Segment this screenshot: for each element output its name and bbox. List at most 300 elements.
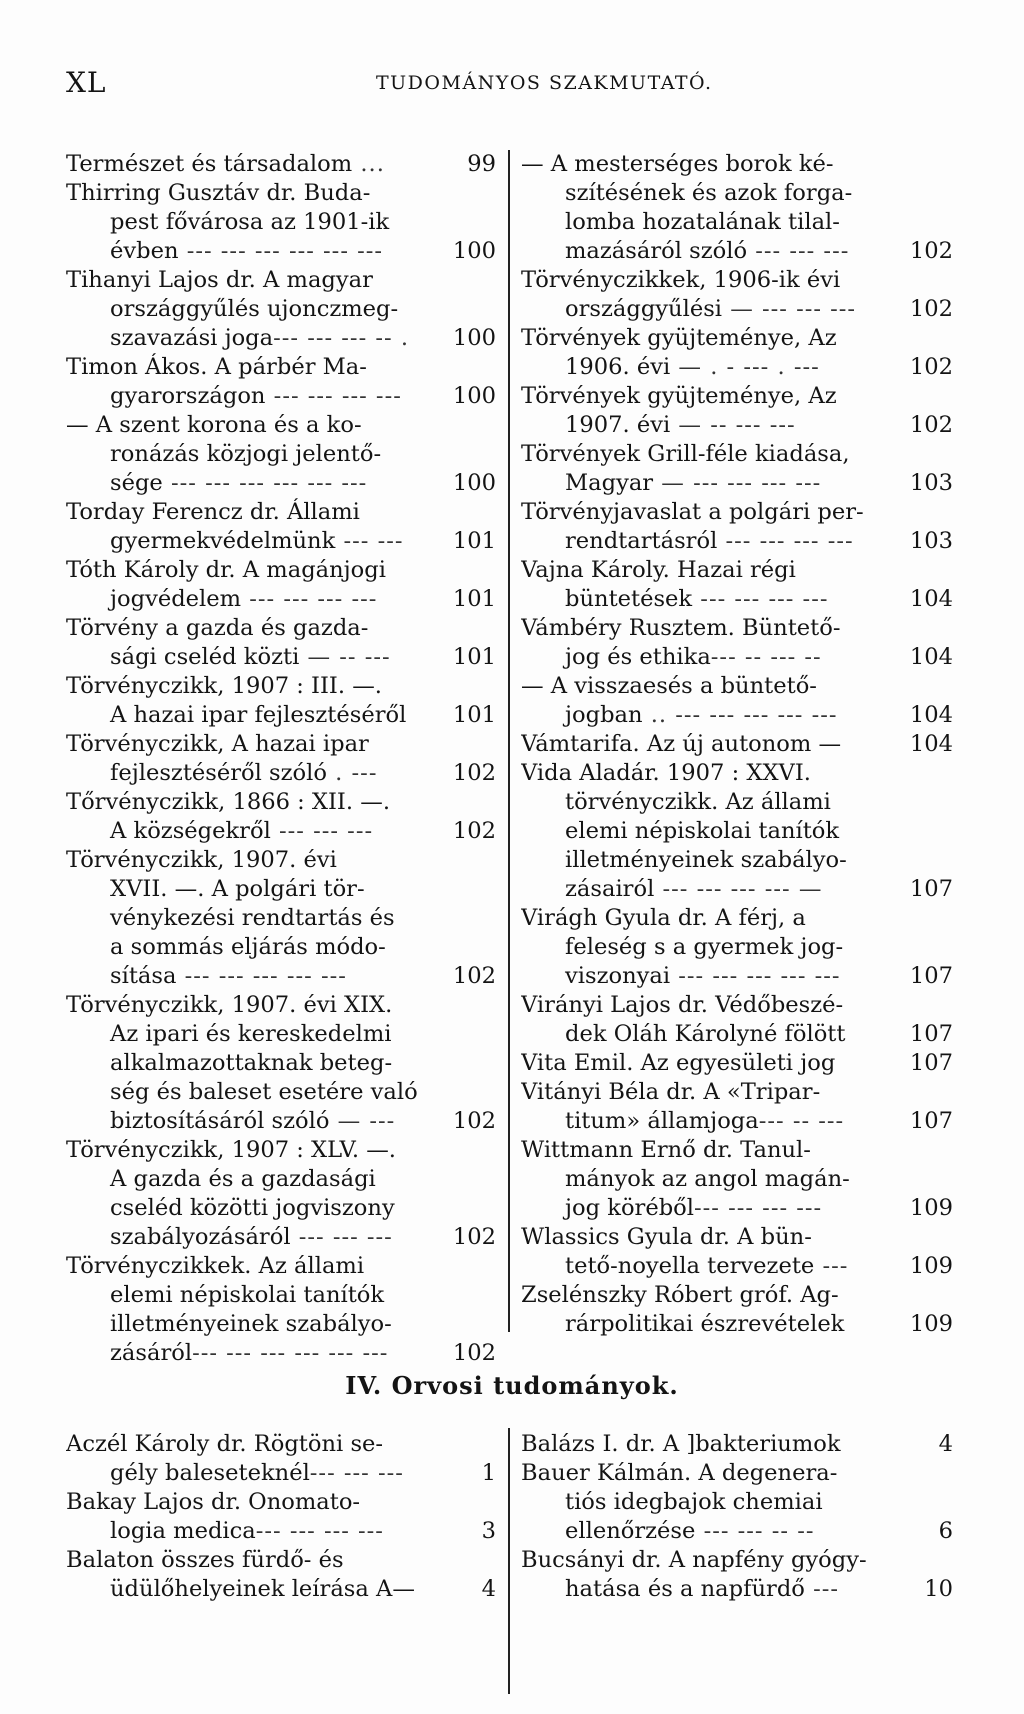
entry-text: titum» államjoga [565,1108,759,1134]
entry-page-number: 107 [909,1108,953,1134]
entry-line [66,730,496,759]
section3-left-column [66,150,496,1368]
entry-text: Vitányi Béla dr. A «Tripar- [521,1079,821,1105]
entry-text: logia medica [110,1518,256,1544]
entry-text: jogban [565,702,643,728]
entry-page-number: 109 [909,1253,953,1279]
entry-text: Törvényczikk, 1907 : XLV. —. [66,1137,396,1163]
entry-line [521,1194,953,1223]
entry-line [66,1136,496,1165]
entry-text: Thirring Gusztáv dr. Buda- [66,180,371,206]
entry-text: Törvényczikk, 1907. évi [66,847,337,873]
index-entry [521,1136,953,1223]
entry-line [66,1165,496,1194]
entry-page-number: 101 [452,702,496,728]
entry-page-number: 102 [452,1224,496,1250]
entry-text: elemi népiskolai tanítók [110,1282,385,1308]
entry-line [521,1252,953,1281]
entry-line [521,1165,953,1194]
entry-page-number: 102 [452,1108,496,1134]
entry-line [66,295,496,324]
entry-line [521,904,953,933]
entry-line [66,933,496,962]
index-entry [521,759,953,904]
entry-text: Tőrvényczikk, 1866 : XII. —. [66,789,391,815]
entry-line [66,817,496,846]
entry-line [521,295,953,324]
entry-page-number: 4 [938,1431,953,1457]
entry-line [521,846,953,875]
entry-text: Virányi Lajos dr. Védőbeszé- [521,992,844,1018]
entry-text: Törvényczikkek. Az állami [66,1253,365,1279]
column-divider [508,150,510,1332]
entry-text: Törvények Grill-féle kiadása, [521,441,850,467]
entry-line [66,1488,496,1517]
entry-text: illetményeinek szabályo- [110,1311,392,1337]
entry-line [521,1281,953,1310]
entry-page-number: 109 [909,1195,953,1221]
entry-page-number: 99 [467,151,496,177]
index-entry [521,1430,953,1459]
entry-line [66,1252,496,1281]
entry-text: országgyűlési [565,296,723,322]
dot-leader: — --- [329,1108,396,1134]
entry-line [521,1546,953,1575]
entry-text: Törvényjavaslat a polgári per- [521,499,864,525]
entry-line [66,701,496,730]
section-title: IV. Orvosi tudományok. [345,1371,679,1400]
dot-leader: --- -- --- [758,1108,845,1134]
entry-line [66,324,496,353]
entry-line [66,1517,496,1546]
dot-leader: --- --- --- --- --- --- [178,238,384,264]
entry-line [521,353,953,382]
entry-line [66,1459,496,1488]
index-entry [66,150,496,179]
entry-text: vénykezési rendtartás és [110,905,395,931]
entry-text: Zselénszky Róbert gróf. Ag- [521,1282,839,1308]
section3-right-column [521,150,953,1339]
entry-page-number: 104 [909,644,953,670]
entry-text: büntetések [565,586,693,612]
index-entry [521,382,953,440]
entry-text: gyarországon [110,383,266,409]
entry-line [66,585,496,614]
entry-line [66,237,496,266]
index-entry [66,353,496,411]
entry-line [521,672,953,701]
entry-line [66,1107,496,1136]
entry-line [66,556,496,585]
entry-line [66,1020,496,1049]
dot-leader: --- --- --- --- --- [670,963,841,989]
dot-leader: --- --- -- -- [695,1518,815,1544]
entry-text: A községekről [110,818,271,844]
entry-line [521,614,953,643]
entry-text: mazásáról szóló [565,238,748,264]
entry-text: hatása és a napfürdő [565,1576,805,1602]
entry-line [521,1223,953,1252]
entry-line [521,469,953,498]
entry-text: tiós idegbajok chemiai [565,1489,823,1515]
entry-text: Törvényczikk, A hazai ipar [66,731,369,757]
index-entry [66,730,496,788]
entry-text: Wlassics Gyula dr. A bün- [521,1224,812,1250]
entry-text: évben [110,238,179,264]
entry-line [521,1459,953,1488]
entry-page-number: 102 [909,238,953,264]
index-entry [521,556,953,614]
entry-text: Magyar [565,470,654,496]
dot-leader: --- -- --- -- [710,644,822,670]
entry-line [66,411,496,440]
entry-line [66,1310,496,1339]
entry-text: sége [110,470,163,496]
entry-text: Természet és társadalom [66,151,353,177]
entry-text: a sommás eljárás módo- [110,934,386,960]
dot-leader: --- --- --- [309,1460,404,1486]
entry-line [66,788,496,817]
entry-page-number: 103 [909,470,953,496]
entry-line [66,1546,496,1575]
entry-text: rárpolitikai észrevételek [565,1311,845,1337]
dot-leader: — . - --- . --- [670,354,820,380]
entry-line [521,1049,953,1078]
entry-text: alkalmazottaknak beteg- [110,1050,393,1076]
entry-text: Vámbéry Rusztem. Büntető- [521,615,841,641]
entry-line [521,643,953,672]
entry-line [66,1339,496,1368]
entry-line [521,701,953,730]
entry-page-number: 1 [481,1460,496,1486]
entry-line [66,498,496,527]
entry-text: sítása [110,963,177,989]
entry-line [521,266,953,295]
dot-leader: --- --- --- --- [241,586,378,612]
entry-line [521,1107,953,1136]
entry-line [66,846,496,875]
entry-text: szítésének és azok forga- [565,180,853,206]
entry-page-number: 107 [909,1050,953,1076]
entry-page-number: 102 [909,296,953,322]
entry-line [66,614,496,643]
entry-line [66,1430,496,1459]
entry-line [66,527,496,556]
dot-leader: --- --- --- --- [694,1195,823,1221]
entry-text: Törvények gyüjteménye, Az [521,383,837,409]
entry-page-number: 4 [481,1576,496,1602]
entry-line [521,1430,953,1459]
entry-page-number: 101 [452,528,496,554]
entry-line [521,585,953,614]
entry-line [521,875,953,904]
entry-text: Törvényczikk, 1907. évi XIX. [66,992,393,1018]
entry-text: jog köréből [565,1195,695,1221]
entry-page-number: 107 [909,876,953,902]
section4-right-column [521,1430,953,1604]
entry-page-number: 102 [452,1340,496,1366]
entry-text: — A szent korona és a ko- [66,412,362,438]
entry-page-number: 107 [909,963,953,989]
index-entry [66,498,496,556]
entry-line [521,933,953,962]
entry-line [521,1078,953,1107]
entry-line [66,1078,496,1107]
dot-leader: — --- --- --- [722,296,857,322]
index-entry [521,614,953,672]
index-entry [521,991,953,1049]
entry-text: zásáról [110,1340,193,1366]
entry-text: biztosításáról szóló [110,1108,330,1134]
entry-page-number: 109 [909,1311,953,1337]
entry-text: illetményeinek szabályo- [565,847,847,873]
entry-text: gély baleseteknél [110,1460,310,1486]
index-entry [66,556,496,614]
entry-page-number: 104 [909,731,953,757]
entry-text: országgyűlés ujonczmeg- [110,296,399,322]
dot-leader: --- [814,1253,849,1279]
entry-text: Törvényczikkek, 1906-ik évi [521,267,841,293]
index-entry [66,179,496,266]
page-number: XL [66,66,107,99]
index-entry [66,788,496,846]
entry-text: jog és ethika [565,644,711,670]
entry-text: 1906. évi [565,354,671,380]
entry-line [66,353,496,382]
entry-text: szavazási joga [110,325,274,351]
dot-leader: --- --- --- --- --- [176,963,347,989]
entry-page-number: 6 [938,1518,953,1544]
entry-text: pest fővárosa az 1901-ik [110,209,390,235]
entry-line [521,991,953,1020]
entry-text: Törvény a gazda és gazda- [66,615,369,641]
entry-line [521,440,953,469]
entry-text: Vita Emil. Az egyesületi jog [521,1050,836,1076]
entry-line [521,1575,953,1604]
index-entry [521,440,953,498]
entry-text: Vámtarifa. Az új autonom — [521,731,842,757]
entry-text: elemi népiskolai tanítók [565,818,840,844]
entry-text: ronázás közjogi jelentő- [110,441,382,467]
entry-line [521,382,953,411]
entry-line [66,672,496,701]
entry-page-number: 101 [452,586,496,612]
dot-leader: --- --- --- [747,238,850,264]
index-entry [521,266,953,324]
entry-line [66,440,496,469]
entry-line [66,1194,496,1223]
entry-text: Vajna Károly. Hazai régi [521,557,796,583]
dot-leader: . --- [327,760,378,786]
entry-line [521,788,953,817]
index-entry [521,1223,953,1281]
index-entry [521,1459,953,1546]
index-entry [521,730,953,759]
entry-page-number: 104 [909,702,953,728]
dot-leader: — -- --- [299,644,391,670]
dot-leader: --- --- --- --- --- --- [192,1340,389,1366]
dot-leader: — --- --- --- --- [653,470,822,496]
index-entry [521,1546,953,1604]
entry-line [521,1517,953,1546]
entry-page-number: 100 [452,325,496,351]
entry-page-number: 102 [452,963,496,989]
entry-text: XVII. —. A polgári tör- [110,876,365,902]
entry-line [521,817,953,846]
entry-text: ellenőrzése [565,1518,696,1544]
entry-text: Tihanyi Lajos dr. A magyar [66,267,373,293]
entry-page-number: 10 [924,1576,953,1602]
running-title: TUDOMÁNYOS SZAKMUTATÓ. [376,72,713,94]
index-entry [66,266,496,353]
entry-page-number: 100 [452,470,496,496]
entry-text: dek Oláh Károlyné fölött [565,1021,846,1047]
entry-line [521,237,953,266]
entry-line [521,1020,953,1049]
entry-page-number: 100 [452,238,496,264]
entry-text: jogvédelem [110,586,242,612]
entry-text: mányok az angol magán- [565,1166,850,1192]
entry-line [66,962,496,991]
entry-text: Vida Aladár. 1907 : XXVI. [521,760,811,786]
entry-text: Az ipari és kereskedelmi [110,1021,392,1047]
entry-line [66,1281,496,1310]
entry-line [521,324,953,353]
column-divider [508,1428,510,1694]
entry-text: A hazai ipar fejlesztéséről [110,702,407,728]
entry-text: Balázs I. dr. A ]bakteriumok [521,1431,841,1457]
index-entry [521,672,953,730]
entry-page-number: 3 [481,1518,496,1544]
index-entry [66,1546,496,1604]
entry-line [521,498,953,527]
index-entry [66,672,496,730]
entry-text: Timon Ákos. A párbér Ma- [66,354,367,380]
dot-leader: --- --- --- --- [255,1518,384,1544]
entry-line [521,1488,953,1517]
entry-line [521,730,953,759]
dot-leader: --- --- --- --- [692,586,829,612]
index-entry [521,150,953,266]
index-entry [66,411,496,498]
entry-line [66,179,496,208]
entry-text: szabályozásáról [110,1224,291,1250]
entry-text: Wittmann Ernő dr. Tanul- [521,1137,811,1163]
entry-text: Törvények gyüjteménye, Az [521,325,837,351]
entry-line [521,411,953,440]
entry-line [66,875,496,904]
entry-line [521,759,953,788]
entry-text: gyermekvédelmünk [110,528,336,554]
page-header [66,66,966,100]
entry-line [521,1310,953,1339]
entry-text: lomba hozatalának tilal- [565,209,840,235]
entry-text: törvényczikk. Az állami [565,789,831,815]
entry-line [66,150,496,179]
entry-text: 1907. évi [565,412,671,438]
entry-line [66,266,496,295]
entry-text: Aczél Károly dr. Rögtöni se- [66,1431,384,1457]
dot-leader: ... [352,151,385,177]
dot-leader: --- --- --- --- [265,383,402,409]
entry-line [66,1223,496,1252]
entry-line [66,1049,496,1078]
index-entry [521,498,953,556]
entry-text: Torday Ferencz dr. Állami [66,499,360,525]
entry-page-number: 104 [909,586,953,612]
entry-page-number: 101 [452,644,496,670]
entry-line [66,1575,496,1604]
entry-line [521,179,953,208]
dot-leader: --- --- --- [270,818,374,844]
dot-leader: --- --- --- --- — [654,876,823,902]
dot-leader: — -- --- --- [670,412,796,438]
entry-page-number: 100 [452,383,496,409]
entry-line [521,527,953,556]
entry-line [521,556,953,585]
index-entry [66,991,496,1136]
entry-text: rendtartásról [565,528,718,554]
entry-text: tető-noyella tervezete [565,1253,815,1279]
entry-text: Bakay Lajos dr. Onomato- [66,1489,361,1515]
dot-leader: --- [804,1576,839,1602]
entry-text: Virágh Gyula dr. A férj, a [521,905,806,931]
dot-leader: --- --- --- [290,1224,393,1250]
entry-page-number: 102 [452,760,496,786]
entry-text: — A mesterséges borok ké- [521,151,834,177]
dot-leader: .. --- --- --- --- --- [642,702,838,728]
entry-page-number: 102 [909,354,953,380]
entry-text: Balaton összes fürdő- és [66,1547,344,1573]
entry-text: A gazda és a gazdasági [110,1166,376,1192]
entry-text: üdülőhelyeinek leírása A— [110,1576,415,1602]
entry-text: zásairól [565,876,655,902]
dot-leader: --- --- --- --- [717,528,854,554]
entry-line [521,150,953,179]
index-entry [66,1430,496,1488]
index-entry [66,1136,496,1252]
entry-line [66,382,496,411]
entry-line [66,643,496,672]
index-entry [66,1488,496,1546]
entry-page-number: 107 [909,1021,953,1047]
index-entry [521,1078,953,1136]
entry-line [66,904,496,933]
entry-text: Tóth Károly dr. A magánjogi [66,557,386,583]
entry-text: fejlesztéséről szóló [110,760,327,786]
index-entry [521,904,953,991]
index-entry [521,1049,953,1078]
entry-text: cseléd közötti jogviszony [110,1195,395,1221]
entry-text: ség és baleset esetére való [110,1079,418,1105]
entry-text: Bucsányi dr. A napfény gyógy- [521,1547,867,1573]
entry-text: sági cseléd közti [110,644,300,670]
entry-line [66,208,496,237]
entry-text: — A visszaesés a büntető- [521,673,817,699]
entry-text: Törvényczikk, 1907 : III. —. [66,673,382,699]
index-entry [66,614,496,672]
index-entry [66,1252,496,1368]
entry-page-number: 103 [909,528,953,554]
entry-page-number: 102 [452,818,496,844]
dot-leader: --- --- --- -- . [273,325,410,351]
entry-line [521,962,953,991]
entry-text: Bauer Kálmán. A degenera- [521,1460,838,1486]
entry-line [66,469,496,498]
dot-leader: --- --- --- --- --- --- [162,470,368,496]
section4-left-column [66,1430,496,1604]
entry-line [521,208,953,237]
